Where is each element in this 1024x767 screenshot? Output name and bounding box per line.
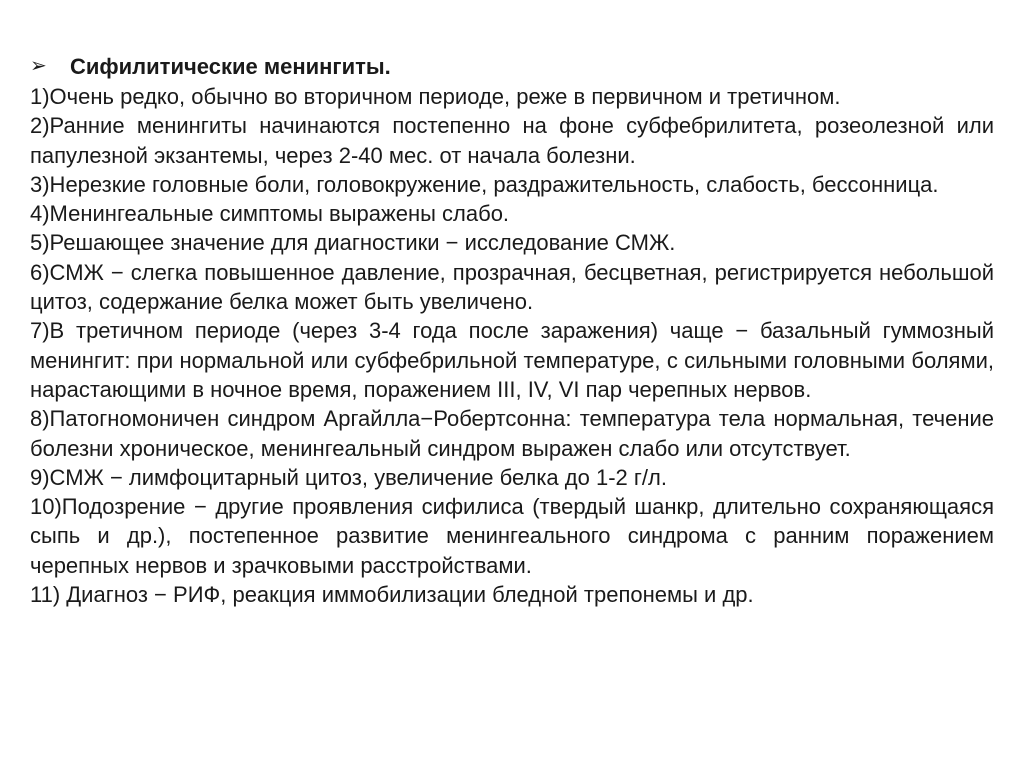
paragraph-4: 4)Менингеальные симптомы выражены слабо. — [30, 201, 510, 227]
slide-content — [30, 52, 994, 609]
slide-heading: Сифилитические менингиты. — [70, 53, 391, 79]
paragraph-11: 11) Диагноз − РИФ, реакция иммобилизации бледной трепонемы и др. — [30, 582, 754, 608]
paragraph-2: 2)Ранние менингиты начинаются постепенно на фоне субфебрилитета, розеолезной или папулезной экзантемы, через 2-40 мес. от начала болезни. — [30, 113, 994, 168]
paragraph-6: 6)СМЖ − слегка повышенное давление, прозрачная, бесцветная, регистрируется небольшой цитоз, содержание белка может быть увеличено. — [30, 259, 994, 315]
heading-row — [30, 52, 994, 81]
paragraph-10: 10)Подозрение − другие проявления сифилиса (твердый шанкр, длительно сохраняющаяся сыпь и др.), постепенное развитие менингеального синдрома с ранним поражением черепных нервов и зрачковыми расстройствами. — [30, 494, 994, 578]
paragraph-8: 8)Патогномоничен синдром Аргайлла−Робертсонна: температура тела нормальная, течение болезни хроническое, менингеальный синдром выражен слабо или отсутствует. — [30, 406, 994, 461]
paragraph-1: 1)Очень редко, обычно во вторичном периоде, реже в первичном и третичном. — [30, 84, 841, 109]
arrow-bullet-icon: ➢ — [30, 54, 47, 77]
paragraph-9: 9)СМЖ − лимфоцитарный цитоз, увеличение белка до 1-2 г/л. — [30, 464, 667, 490]
paragraph-3: 3)Нерезкие головные боли, головокружение, раздражительность, слабость, бессонница. — [30, 171, 939, 197]
paragraph-7: 7)В третичном периоде (через 3-4 года после заражения) чаще − базальный гуммозный менингит: при нормальной или субфебрильной температуре, с сильными головными болями, нарастающими в ночное время, поражением III, IV, VI пар черепных нервов. — [30, 318, 994, 402]
paragraph-5: 5)Решающее значение для диагностики − исследование СМЖ. — [30, 230, 676, 256]
